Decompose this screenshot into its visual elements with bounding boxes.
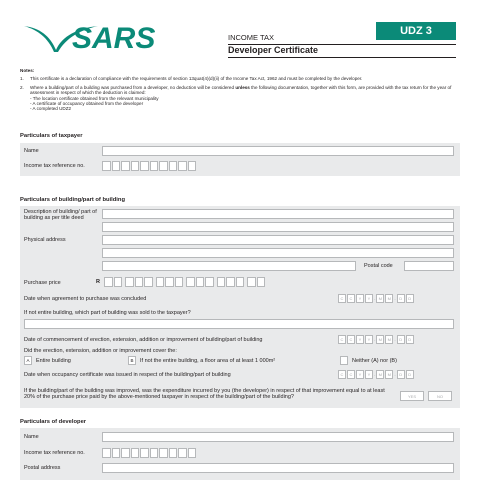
digit-box[interactable] bbox=[156, 277, 165, 287]
option-b-checkbox[interactable]: B bbox=[128, 356, 136, 365]
building-panel bbox=[20, 206, 460, 408]
developer-name-label: Name bbox=[24, 434, 39, 440]
improved-question: If the building/part of the building was improved, was the expenditure incurred by you (the developer) in respect of that improvement equal to at least 20% of the purchase price paid by the above-mentioned taxpayer in respect of the building/part of the building? bbox=[24, 388, 385, 400]
digit-box[interactable] bbox=[178, 161, 187, 171]
digit-box[interactable] bbox=[188, 448, 197, 458]
note-2-sub-3: - A completed UDZ2 bbox=[30, 106, 72, 112]
logo-text: SARS bbox=[72, 22, 156, 54]
digit-box[interactable] bbox=[226, 277, 235, 287]
digit-box[interactable] bbox=[144, 277, 153, 287]
commencement-date-field[interactable] bbox=[338, 335, 415, 344]
taxpayer-name-field[interactable] bbox=[102, 146, 454, 156]
date-digit-box[interactable]: C bbox=[338, 294, 346, 303]
building-desc-label: Description of building/ part of building as per title deed bbox=[24, 209, 97, 221]
date-digit-box[interactable]: Y bbox=[365, 294, 373, 303]
form-category: INCOME TAX bbox=[228, 33, 274, 42]
date-digit-box[interactable]: M bbox=[385, 335, 393, 344]
developer-ref-boxes[interactable] bbox=[102, 448, 197, 458]
occupancy-date-label: Date when occupancy certificate was issued in respect of the building/part of building bbox=[24, 372, 231, 378]
digit-box[interactable] bbox=[102, 161, 111, 171]
taxpayer-name-label: Name bbox=[24, 148, 39, 154]
digit-box[interactable] bbox=[131, 161, 140, 171]
digit-box[interactable] bbox=[217, 277, 226, 287]
taxpayer-ref-boxes[interactable] bbox=[102, 161, 197, 171]
date-digit-box[interactable]: D bbox=[397, 294, 405, 303]
digit-box[interactable] bbox=[150, 161, 159, 171]
date-digit-box[interactable]: M bbox=[376, 294, 384, 303]
date-digit-box[interactable]: D bbox=[406, 335, 414, 344]
digit-box[interactable] bbox=[102, 448, 111, 458]
digit-box[interactable] bbox=[112, 161, 121, 171]
date-digit-box[interactable]: C bbox=[338, 335, 346, 344]
digit-box[interactable] bbox=[159, 161, 168, 171]
date-separator: - bbox=[394, 337, 396, 342]
occupancy-date-field[interactable] bbox=[338, 370, 415, 379]
building-desc-field-2[interactable] bbox=[102, 222, 454, 232]
form-title: Developer Certificate bbox=[228, 45, 319, 55]
agreement-date-label: Date when agreement to purchase was concluded bbox=[24, 296, 147, 302]
date-digit-box[interactable]: Y bbox=[365, 335, 373, 344]
building-section-title: Particulars of building/part of building bbox=[20, 197, 125, 203]
digit-box[interactable] bbox=[150, 448, 159, 458]
digit-box[interactable] bbox=[186, 277, 195, 287]
digit-box[interactable] bbox=[247, 277, 256, 287]
date-digit-box[interactable]: C bbox=[347, 294, 355, 303]
date-digit-box[interactable]: Y bbox=[356, 370, 364, 379]
digit-box[interactable] bbox=[121, 448, 130, 458]
agreement-date-field[interactable] bbox=[338, 294, 415, 303]
date-digit-box[interactable]: M bbox=[376, 335, 384, 344]
date-digit-box[interactable]: D bbox=[397, 335, 405, 344]
note-2-sub-1: - The location certificate obtained from the relevant municipality bbox=[30, 95, 159, 101]
digit-box[interactable] bbox=[125, 277, 134, 287]
date-digit-box[interactable]: Y bbox=[356, 294, 364, 303]
developer-postal-field[interactable] bbox=[102, 463, 454, 473]
date-digit-box[interactable]: C bbox=[338, 370, 346, 379]
option-c-label: Neither (A) nor (B) bbox=[352, 358, 397, 364]
note-2-sub-2: - A certificate of occupancy obtained from the developer bbox=[30, 101, 144, 107]
postal-code-label: Postal code bbox=[364, 263, 393, 269]
date-digit-box[interactable]: M bbox=[385, 370, 393, 379]
date-digit-box[interactable]: D bbox=[406, 370, 414, 379]
date-digit-box[interactable]: D bbox=[397, 370, 405, 379]
date-separator: - bbox=[374, 337, 376, 342]
date-digit-box[interactable]: Y bbox=[365, 370, 373, 379]
option-a-label: Entire building bbox=[36, 358, 71, 364]
date-separator: - bbox=[374, 372, 376, 377]
note-2: 2. Where a building/part of a building was purchased from a developer, no deduction will be considered unless the following documentation, together with this form, are provided with the tax return for the year of assessment in respect of which the deduction is claimed: - The location certificate obtained from the relevant municipality - A certificate of occupancy obtained from the developer - A completed UDZ2 bbox=[20, 85, 460, 112]
developer-ref-label: Income tax reference no. bbox=[24, 450, 85, 456]
which-part-field[interactable] bbox=[24, 319, 454, 329]
digit-box[interactable] bbox=[140, 161, 149, 171]
date-digit-box[interactable]: C bbox=[347, 335, 355, 344]
building-desc-field-1[interactable] bbox=[102, 209, 454, 219]
date-separator: - bbox=[394, 372, 396, 377]
note-1: 1. This certificate is a declaration of compliance with the requirements of section 13quat(4)(d)(ii) of the Income Tax Act, 1962 and must be completed by the developer. bbox=[20, 76, 363, 82]
taxpayer-ref-label: Income tax reference no. bbox=[24, 163, 85, 169]
purchase-price-label: Purchase price bbox=[24, 280, 61, 286]
yes-box[interactable]: YES bbox=[400, 391, 424, 401]
digit-box[interactable] bbox=[159, 448, 168, 458]
date-digit-box[interactable]: M bbox=[376, 370, 384, 379]
notes bbox=[20, 68, 460, 115]
digit-box[interactable] bbox=[236, 277, 245, 287]
notes-heading: Notes: bbox=[20, 68, 35, 73]
postal-code-field[interactable] bbox=[404, 261, 454, 271]
digit-box[interactable] bbox=[169, 161, 178, 171]
date-digit-box[interactable]: D bbox=[406, 294, 414, 303]
address-field-2[interactable] bbox=[102, 248, 454, 258]
which-part-label: If not entire building, which part of building was sold to the taxpayer? bbox=[24, 310, 191, 316]
developer-name-field[interactable] bbox=[102, 432, 454, 442]
digit-box[interactable] bbox=[114, 277, 123, 287]
header-rule-bottom bbox=[228, 57, 456, 58]
digit-box[interactable] bbox=[178, 448, 187, 458]
currency-symbol: R bbox=[96, 279, 100, 285]
date-digit-box[interactable]: C bbox=[347, 370, 355, 379]
option-b-label: If not the entire building, a floor area of at least 1 000m² bbox=[140, 358, 276, 364]
digit-box[interactable] bbox=[104, 277, 113, 287]
form-code-badge: UDZ 3 bbox=[376, 22, 456, 40]
developer-section-title: Particulars of developer bbox=[20, 419, 87, 425]
digit-box[interactable] bbox=[131, 448, 140, 458]
digit-box[interactable] bbox=[188, 161, 197, 171]
option-c-checkbox[interactable] bbox=[340, 356, 348, 365]
address-label: Physical address bbox=[24, 237, 66, 243]
date-separator: - bbox=[374, 296, 376, 301]
sars-logo bbox=[22, 18, 162, 54]
digit-box[interactable] bbox=[165, 277, 174, 287]
cover-label: Did the erection, extension, addition or improvement cover the: bbox=[24, 348, 177, 354]
taxpayer-panel bbox=[20, 143, 460, 176]
digit-box[interactable] bbox=[121, 161, 130, 171]
address-field-1[interactable] bbox=[102, 235, 454, 245]
digit-box[interactable] bbox=[169, 448, 178, 458]
digit-box[interactable] bbox=[257, 277, 266, 287]
digit-box[interactable] bbox=[135, 277, 144, 287]
address-field-3[interactable] bbox=[102, 261, 356, 271]
purchase-price-boxes[interactable] bbox=[104, 277, 266, 287]
date-separator: - bbox=[394, 296, 396, 301]
taxpayer-section-title: Particulars of taxpayer bbox=[20, 133, 83, 139]
commencement-date-label: Date of commencement of erection, extension, addition or improvement of building/part of building bbox=[24, 337, 263, 343]
digit-box[interactable] bbox=[112, 448, 121, 458]
date-digit-box[interactable]: M bbox=[385, 294, 393, 303]
developer-postal-label: Postal address bbox=[24, 465, 61, 471]
date-digit-box[interactable]: Y bbox=[356, 335, 364, 344]
digit-box[interactable] bbox=[196, 277, 205, 287]
option-a-checkbox[interactable]: A bbox=[24, 356, 32, 365]
digit-box[interactable] bbox=[175, 277, 184, 287]
no-box[interactable]: NO bbox=[428, 391, 452, 401]
digit-box[interactable] bbox=[205, 277, 214, 287]
digit-box[interactable] bbox=[140, 448, 149, 458]
developer-panel bbox=[20, 428, 460, 480]
